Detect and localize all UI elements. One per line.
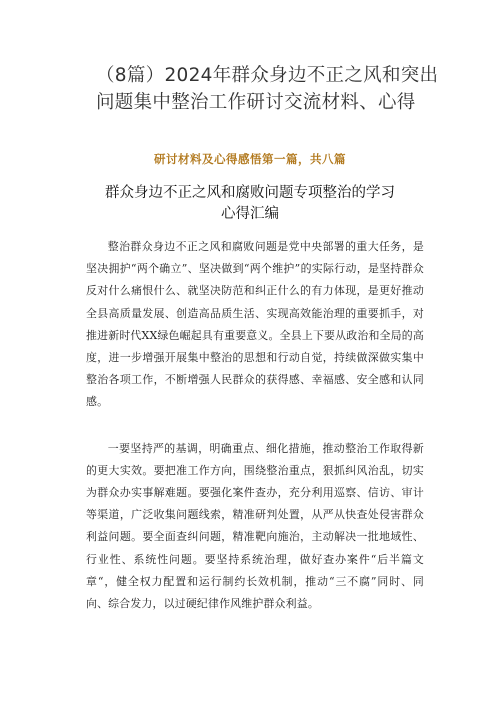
- article-title: [60, 183, 440, 225]
- section-subheading: 研讨材料及心得感悟第一篇，共八篇: [154, 152, 346, 166]
- body-paragraph-1: 整治群众身边不正之风和腐败问题是党中央部署的重大任务，是坚决拥护“两个确立”、坚决做到“两个维护”的实际行动，是坚持群众反对什么痛恨什么、就坚决防范和纠正什么的有力体现，是更好推动全县高质量发展、创造高品质生活、实现高效能治理的重要抓手，对推进新时代XX绿色崛起具有重要意义。全县上下要从政治和全局的高度，进一步增强开展集中整治的思想和行动自觉，持续做深做实集中整治各项工作，不断增强人民群众的获得感、幸福感、安全感和认同感。: [86, 240, 424, 409]
- article-title-line-1: 群众身边不正之风和腐败问题专项整治的学习: [105, 185, 395, 201]
- article-title-line-2: 心得汇编: [221, 206, 279, 222]
- article-body: [86, 236, 424, 639]
- body-paragraph-2: 一要坚持严的基调，明确重点、细化措施，推动整治工作取得新的更大实效。要把准工作方向，围绕整治重点，狠抓纠风治乱，切实为群众办实事解难题。要强化案件查办，充分利用巡察、信访、审计等渠道，广泛收集问题线索，精准研判处置，从严从快查处侵害群众利益问题。要全面查纠问题，精准靶向施治，主动解决一批地域性、行业性、系统性问题。要坚持系统治理，做好查办案件“后半篇文章“，健全权力配置和运行制约长效机制，推动“三不腐”同时、同向、综合发力，以过硬纪律作风维护群众利益。: [86, 441, 424, 611]
- document-title: （8篇）2024年群众身边不正之风和突出问题集中整治工作研讨交流材料、心得: [96, 65, 439, 113]
